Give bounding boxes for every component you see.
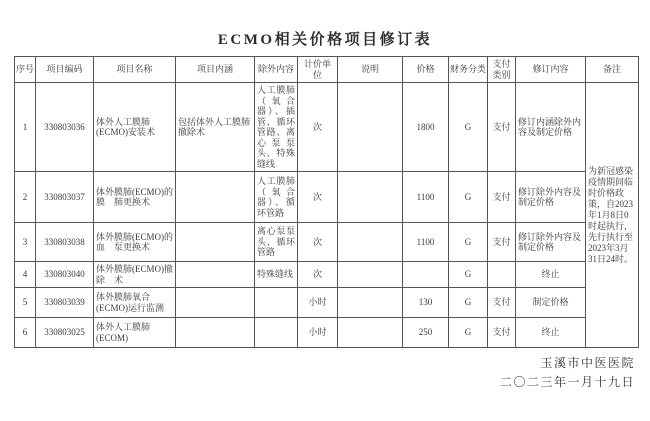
cell-finance: G — [449, 288, 488, 318]
price-revision-table — [14, 56, 639, 348]
cell-note — [338, 172, 403, 223]
cell-payment: 支付 — [488, 288, 516, 318]
cell-price: 250 — [403, 318, 449, 348]
cell-exclusion: 特殊缝线 — [255, 262, 298, 288]
table-row — [15, 318, 639, 348]
signature-org: 玉溪市中医医院 — [540, 356, 635, 370]
cell-finance: G — [449, 83, 488, 172]
cell-content: 包括体外人工膜肺撤除术 — [176, 83, 255, 172]
cell-exclusion — [255, 288, 298, 318]
cell-price: 1100 — [403, 172, 449, 223]
cell-price: 1800 — [403, 83, 449, 172]
cell-revision: 修订除外内容及制定价格 — [516, 172, 586, 223]
cell-seq: 3 — [15, 223, 36, 262]
cell-content — [176, 318, 255, 348]
col-header-code: 项目编码 — [36, 57, 94, 83]
cell-revision: 修订内涵除外内容及制定价格 — [516, 83, 586, 172]
col-header-remark: 备注 — [586, 57, 639, 83]
cell-note — [338, 288, 403, 318]
cell-seq: 1 — [15, 83, 36, 172]
cell-code: 330803039 — [36, 288, 94, 318]
col-header-content: 项目内涵 — [176, 57, 255, 83]
cell-exclusion: 离心泵泵头、循环管路 — [255, 223, 298, 262]
cell-payment — [488, 262, 516, 288]
col-header-unit: 计价单位 — [298, 57, 338, 83]
cell-revision: 终止 — [516, 262, 586, 288]
cell-unit: 小时 — [298, 288, 338, 318]
cell-finance: G — [449, 262, 488, 288]
col-header-payment: 支付类别 — [488, 57, 516, 83]
cell-finance: G — [449, 172, 488, 223]
cell-name: 体外人工膜肺(ECMO)安装术 — [94, 83, 176, 172]
col-header-name: 项目名称 — [94, 57, 176, 83]
cell-unit: 次 — [298, 262, 338, 288]
cell-unit: 小时 — [298, 318, 338, 348]
col-header-revision: 修订内容 — [516, 57, 586, 83]
cell-exclusion: 人工膜肺（氧合器）、循环管路 — [255, 172, 298, 223]
cell-name: 体外膜肺氧合(ECMO)运行监测 — [94, 288, 176, 318]
cell-note — [338, 223, 403, 262]
cell-unit: 次 — [298, 223, 338, 262]
col-header-price: 价格 — [403, 57, 449, 83]
cell-payment: 支付 — [488, 172, 516, 223]
cell-name: 体外人工膜肺(ECOM) — [94, 318, 176, 348]
cell-note — [338, 83, 403, 172]
cell-seq: 4 — [15, 262, 36, 288]
cell-exclusion: 人工膜肺（氧合器）、插管、循环管路、离心泵泵头、特殊缝线 — [255, 83, 298, 172]
cell-revision: 终止 — [516, 318, 586, 348]
cell-payment: 支付 — [488, 318, 516, 348]
cell-content — [176, 223, 255, 262]
cell-name: 体外膜肺(ECMO)撤除 术 — [94, 262, 176, 288]
table-row — [15, 288, 639, 318]
col-header-note: 说明 — [338, 57, 403, 83]
cell-note — [338, 262, 403, 288]
cell-unit: 次 — [298, 83, 338, 172]
cell-seq: 2 — [15, 172, 36, 223]
table-row — [15, 262, 639, 288]
cell-finance: G — [449, 318, 488, 348]
cell-name: 体外膜肺(ECMO)的血 泵更换术 — [94, 223, 176, 262]
cell-name: 体外膜肺(ECMO)的膜 肺更换术 — [94, 172, 176, 223]
cell-seq: 5 — [15, 288, 36, 318]
cell-price: 1100 — [403, 223, 449, 262]
cell-seq: 6 — [15, 318, 36, 348]
cell-content — [176, 262, 255, 288]
cell-price — [403, 262, 449, 288]
col-header-exclusion: 除外内容 — [255, 57, 298, 83]
cell-revision: 制定价格 — [516, 288, 586, 318]
cell-code: 330803038 — [36, 223, 94, 262]
cell-code: 330803025 — [36, 318, 94, 348]
table-row — [15, 83, 639, 172]
col-header-seq: 序号 — [15, 57, 36, 83]
cell-exclusion — [255, 318, 298, 348]
signature-date: 二〇二三年一月十九日 — [499, 374, 635, 389]
cell-code: 330803037 — [36, 172, 94, 223]
cell-revision: 修订除外内容及制定价格 — [516, 223, 586, 262]
signature-block — [500, 354, 635, 391]
cell-content — [176, 172, 255, 223]
cell-payment: 支付 — [488, 223, 516, 262]
cell-code: 330803036 — [36, 83, 94, 172]
cell-finance: G — [449, 223, 488, 262]
col-header-finance: 财务分类 — [449, 57, 488, 83]
cell-remark-merged: 为新冠感染疫情期间临时价格政策，自2023年1月8日0时起执行，先行执行至2023年3月31日24时。 — [586, 83, 639, 348]
cell-unit: 次 — [298, 172, 338, 223]
table-header-row — [15, 57, 639, 83]
table-row — [15, 172, 639, 223]
cell-content — [176, 288, 255, 318]
cell-payment: 支付 — [488, 83, 516, 172]
table-row — [15, 223, 639, 262]
cell-code: 330803040 — [36, 262, 94, 288]
cell-price: 130 — [403, 288, 449, 318]
cell-note — [338, 318, 403, 348]
page-title: ECMO相关价格项目修订表 — [217, 32, 433, 48]
